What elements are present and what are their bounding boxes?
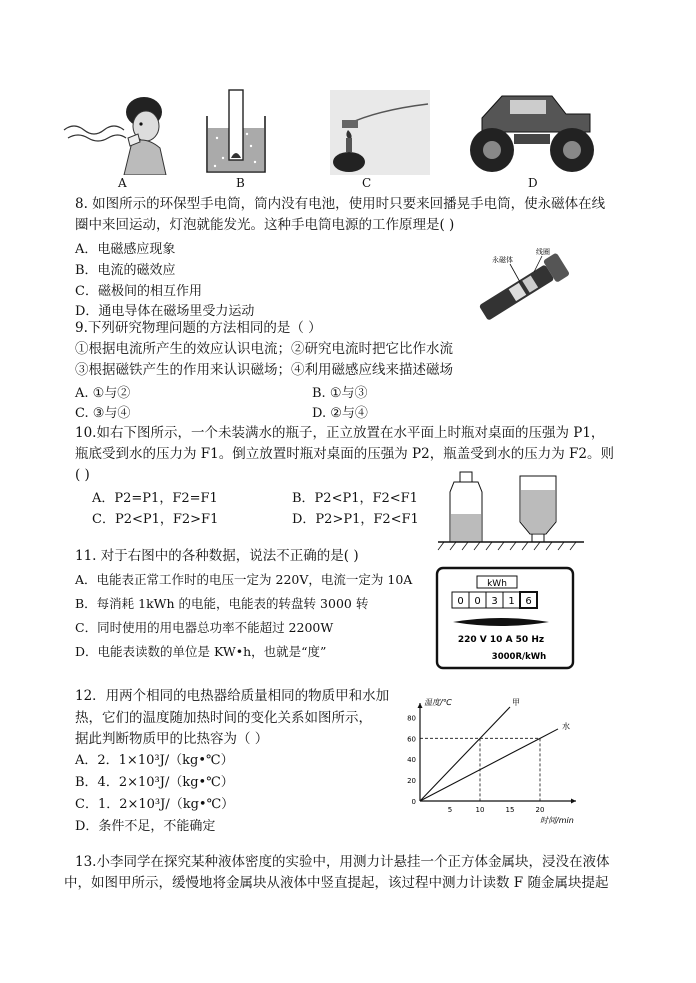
q12-temperature-chart — [398, 697, 588, 827]
figure-label-a: A — [118, 176, 127, 190]
q13-stem-line-2: 中，如图甲所示，缓慢地将金属块从液体中竖直提起，该过程中测力计读数 F 随金属块提起 — [64, 875, 609, 891]
q11-option-c: C．同时使用的用电器总功率不能超过 2200W — [75, 620, 334, 635]
y-tick-label-2: 40 — [407, 756, 416, 765]
q11-option-d: D．电能表读数的单位是 KW•h，也就是“度” — [75, 644, 327, 659]
q11-option-a: A．电能表正常工作时的电压一定为 220V，电流一定为 10A — [75, 572, 413, 587]
q11-energy-meter — [435, 566, 575, 670]
q9-option-d: D. ②与④ — [312, 406, 368, 421]
q8-option-b: B．电流的磁效应 — [75, 263, 176, 278]
q8-flashlight-image — [470, 244, 575, 322]
y-tick-label-3: 60 — [407, 735, 416, 744]
q8-stem-line-1: 8. 如图所示的环保型手电筒，筒内没有电池，使用时只要来回播晃手电筒，使永磁体在线 — [75, 196, 606, 212]
q9-option-a: A. ①与② — [75, 386, 131, 401]
meter-digit-5: 6 — [525, 596, 532, 607]
q9-option-c: C. ③与④ — [75, 406, 131, 421]
meter-digit-4: 1 — [508, 596, 515, 607]
q11-option-b: B．每消耗 1kWh 的电能，电能表的转盘转 3000 转 — [75, 596, 369, 611]
meter-digit-1: 0 — [457, 596, 464, 607]
q9-stem-line-3: ③根据磁铁产生的作用来认识磁场；④利用磁感应线来描述磁场 — [75, 362, 453, 378]
figure-label-d: D — [528, 176, 538, 190]
series-line-0 — [420, 707, 510, 801]
series-line-1 — [420, 729, 558, 801]
q9-stem-line-1: 9.下列研究物理问题的方法相同的是（ ） — [75, 320, 322, 336]
q12-option-d: D．条件不足，不能确定 — [75, 819, 216, 834]
meter-digits — [452, 592, 537, 608]
q8-option-a: A．电磁感应现象 — [75, 242, 176, 257]
q10-stem-line-2: 瓶底受到水的压力为 F1。倒立放置时瓶对桌面的压强为 P2，瓶盖受到水的压力为 F2。则 — [75, 446, 614, 462]
q13-stem-line-1: 13.小李同学在探究某种液体密度的实验中，用测力计悬挂一个正方体金属块，浸没在液体 — [75, 854, 610, 870]
figure-a-boy-image — [62, 90, 172, 175]
meter-unit: kWh — [487, 579, 507, 589]
q12-option-b: B．4．2×10³J/（kg•℃） — [75, 775, 234, 790]
y-tick-label-4: 80 — [407, 714, 416, 723]
q8-stem-line-2: 圈中来回运动，灯泡就能发光。这种手电筒电源的工作原理是( ) — [75, 217, 455, 233]
y-axis-label: 温度/℃ — [424, 698, 452, 707]
q10-option-a: A．P2=P1，F2=F1 — [92, 491, 218, 506]
q10-option-b: B．P2<P1，F2<F1 — [292, 491, 418, 506]
series-label-0: 甲 — [512, 698, 520, 707]
figure-c-burner-image — [330, 90, 430, 175]
q10-stem-line-3: ( ) — [75, 467, 90, 483]
q8-label-coil: 线圈 — [536, 248, 550, 256]
q9-stem-line-2: ①根据电流所产生的效应认识电流；②研究电流时把它比作水流 — [75, 341, 453, 357]
q12-option-c: C．1．2×10³J/（kg•℃） — [75, 797, 235, 812]
series-label-1: 水 — [562, 721, 570, 731]
q10-bottles-image — [436, 468, 586, 558]
x-tick-label-2: 15 — [505, 806, 515, 814]
x-tick-label-1: 10 — [475, 806, 485, 814]
q10-option-d: D．P2>P1，F2<F1 — [292, 512, 419, 527]
q12-stem-line-2: 热，它们的温度随加热时间的变化关系如图所示， — [75, 710, 372, 726]
q12-stem-line-3: 据此判断物质甲的比热容为（ ） — [75, 731, 269, 747]
y-axis-arrow — [418, 703, 423, 708]
q10-stem-line-1: 10.如右下图所示，一个未装满水的瓶子，正立放置在水平面上时瓶对桌面的压强为 P1， — [75, 425, 605, 441]
figure-d-truck-image — [462, 84, 602, 176]
q8-option-d: D．通电导体在磁场里受力运动 — [75, 304, 255, 319]
x-axis-label: 时间/min — [540, 816, 574, 825]
q8-option-c: C．磁极间的相互作用 — [75, 284, 202, 299]
x-tick-label-0: 5 — [447, 806, 453, 814]
meter-constant: 3000R/kWh — [491, 652, 547, 662]
figure-b-beaker-image — [203, 88, 269, 176]
q12-stem-line-1: 12．用两个相同的电热器给质量相同的物质甲和水加 — [75, 688, 390, 704]
meter-rating: 220 V 10 A 50 Hz — [457, 635, 545, 645]
meter-digit-3: 3 — [491, 596, 498, 607]
meter-digit-2: 0 — [474, 596, 481, 607]
figure-label-b: B — [236, 176, 245, 190]
q12-option-a: A．2．1×10³J/（kg•℃） — [75, 753, 234, 768]
y-tick-label-0: 0 — [411, 798, 416, 806]
q10-option-c: C．P2<P1，F2>F1 — [92, 512, 219, 527]
y-tick-label-1: 20 — [407, 777, 416, 786]
x-tick-label-3: 20 — [535, 806, 545, 814]
q8-label-magnet: 永磁体 — [492, 256, 513, 264]
x-axis-arrow — [571, 799, 576, 804]
figure-label-c: C — [362, 176, 372, 190]
q11-stem: 11. 对于右图中的各种数据，说法不正确的是( ) — [75, 548, 359, 564]
q9-option-b: B. ①与③ — [312, 386, 368, 401]
